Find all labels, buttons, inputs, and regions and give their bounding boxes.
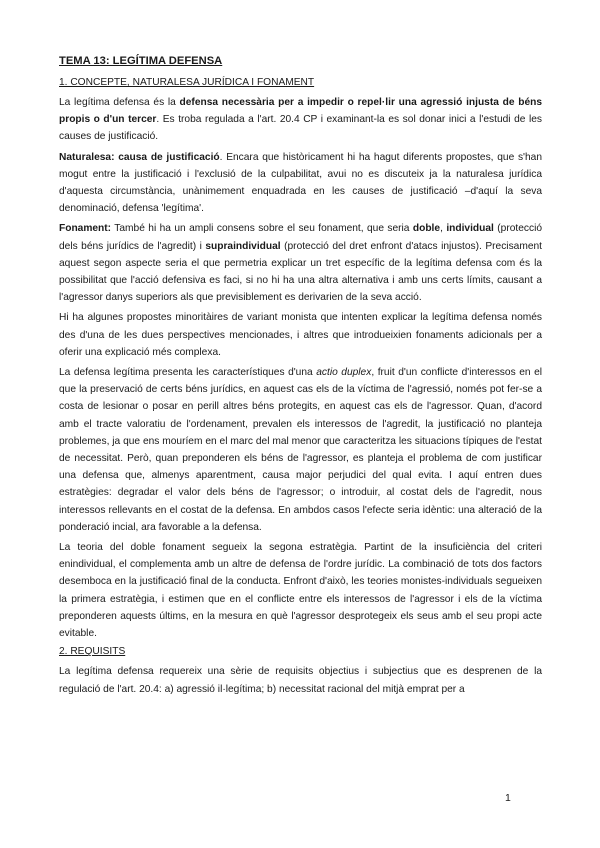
page-number: 1: [505, 792, 511, 804]
paragraph-fonament: Fonament: També hi ha un ampli consens sobre el seu fonament, que seria doble, individual (protecció dels béns jurídics de l'agredit) i supraindividual (protecció del dret enfront d'atacs injustos). Precisament aquest segon aspecte seria el que permetria explicar un tret específic de la legítima defensa com és la possibilitat que l'acció defensiva es faci, si no hi ha una altra alternativa i amb uns certs límits, causant a l'agressor danys superiors als que previsiblement es derivarien de la seva acció.: [59, 223, 542, 304]
page-title: TEMA 13: LEGÍTIMA DEFENSA: [59, 55, 223, 67]
paragraph-monistes: Hi ha algunes propostes minoritàires de variant monista que intenten explicar la legítima defensa només des d'una de les dues perspectives mencionades, i altres que introdueixien fonaments adicionals per a oferir una explicació més complexa.: [59, 312, 542, 358]
document-page: [59, 54, 542, 701]
paragraph-requisits: La legítima defensa requereix una sèrie de requisits objectius i subjectius que es desprenen de la regulació de l'art. 20.4: a) agressió il·legítima; b) necessitat racional del mitjà emprat per a: [59, 666, 542, 695]
section-1-heading: 1. CONCEPTE, NATURALESA JURÍDICA I FONAMENT: [59, 77, 315, 88]
paragraph-naturalesa: Naturalesa: causa de justificació. Encara que històricament hi ha hagut diferents propostes, que s'han mogut entre la justificació i l'exclusió de la culpabilitat, avui no es discuteix ja la naturalesa jurídica d'aquesta circumstància, unànimement enquadrada en les causes de justificació –d'aquí la seva denominació, defensa 'legítima'.: [59, 151, 542, 215]
section-2-heading: 2. REQUISITS: [59, 646, 126, 658]
paragraph-definition: La legítima defensa és la defensa necessària per a impedir o repel·lir una agressió injusta de béns propis o d'un tercer. Es troba regulada a l'art. 20.4 CP i examinant-la es sol donar inici a l'estudi de les causes de justificació.: [59, 97, 542, 143]
paragraph-doble-fonament: La teoria del doble fonament segueix la segona estratègia. Partint de la insuficiència del criteri enindividual, el complementa amb un altre de defensa de l'ordre jurídic. La combinació de tots dos factors desemboca en la justificació final de la conducta. Enfront d'això, les teories monistes-individuals segueixen la primera estratègia, i estimen que en el conflicte entre els interessos de l'agressor i els de la víctima preponderen aquests últims, en la mesura en què l'agressor desprotegeix els seus amb el seu propi acte evitable.: [59, 542, 542, 640]
paragraph-actio-duplex: La defensa legítima presenta les característiques d'una actio duplex, fruit d'un conflicte d'interessos en el que la preservació de certs béns jurídics, en aquest cas els de la víctima de l'agressió, només pot fer-se a costa de lesionar o posar en perill altres béns protegits, en aquest cas els de l'agressor. Quan, d'acord amb el tracte valoratiu de l'ordenament, prevalen els interessos de l'agredit, la justificació no planteja problemes, ja que ens mouríem en el marc del mal menor que caracteritza les situacions típiques de l'estat de necessitat. Però, quan preponderen els béns de l'agressor, es planteja el problema de com justificar una defensa que, almenys aparentment, causa major perjudici del qual evita. I aquí entren dues estratègies: degradar el valor dels béns de l'agressor; o introduir, al costat dels de l'agredit, nous interessos rellevants en el costat de la defensa. En ambdos casos l'efecte seria idèntic: una alteració de la ponderació incial, ara favorable a la defensa.: [59, 367, 542, 533]
